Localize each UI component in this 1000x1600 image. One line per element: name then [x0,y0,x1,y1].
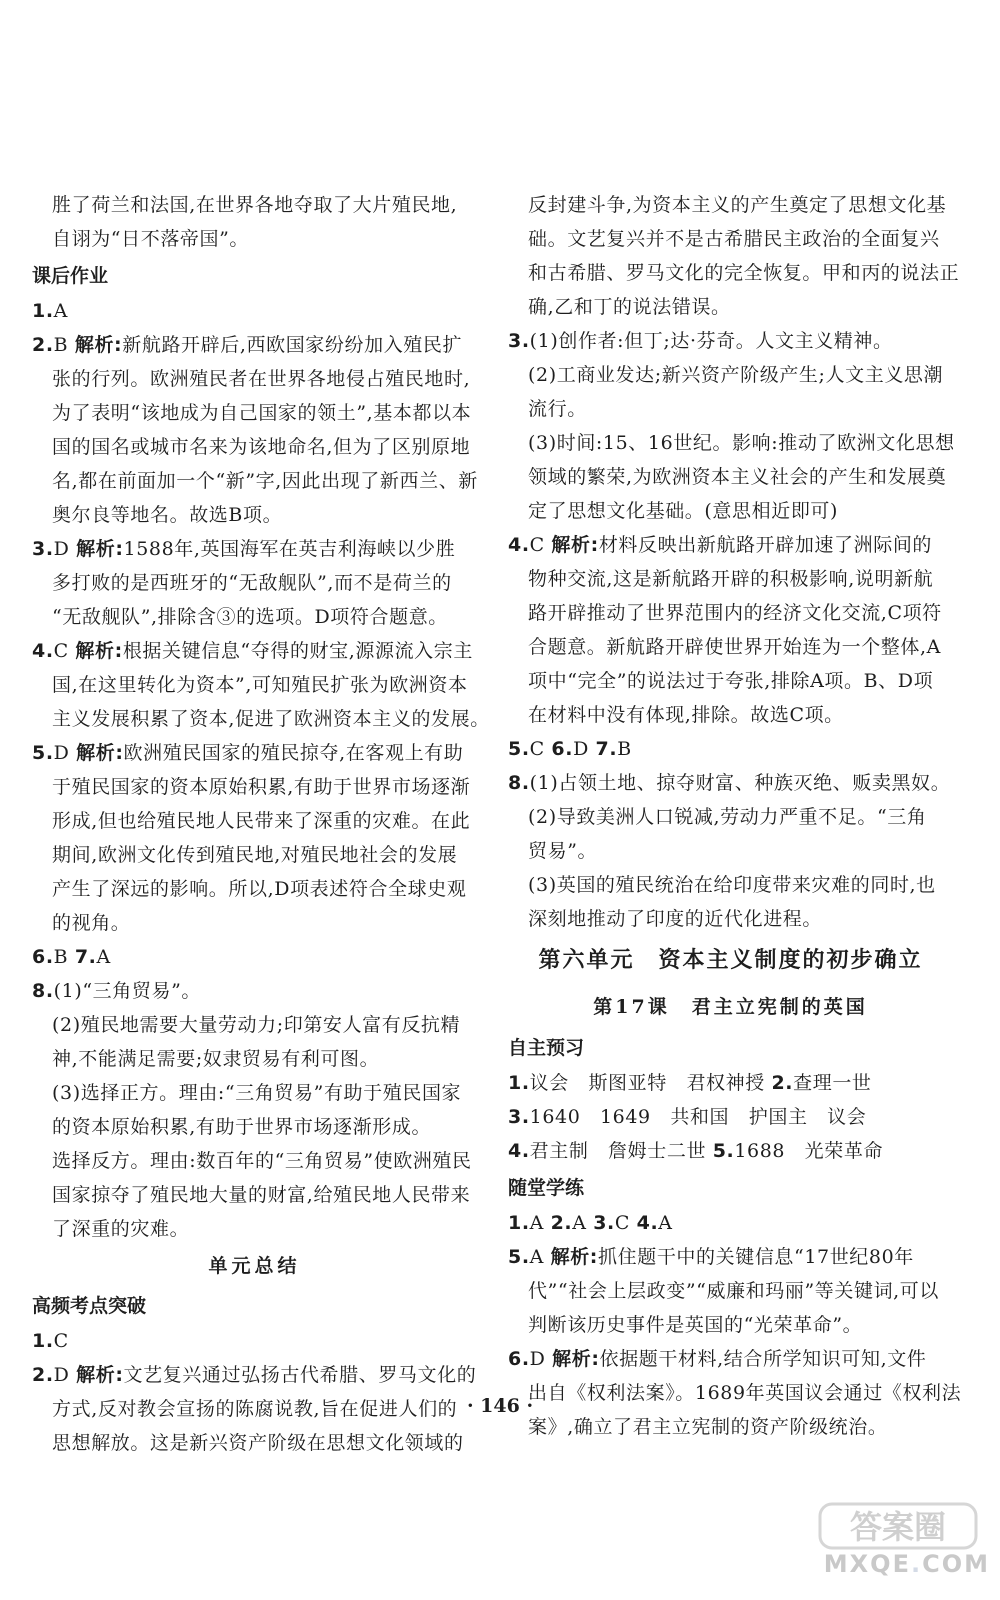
answer-text: (1)“三角贸易”。 [53,980,201,1002]
line-text: 在材料中没有体现,排除。故选C项。 [528,704,844,726]
explanation-label: 解析: [75,640,123,662]
text-line [32,600,477,634]
line-text: 产生了深远的影响。所以,D项表述符合全球史观 [52,878,467,900]
unit-title: 第六单元 资本主义制度的初步确立 [538,948,923,973]
watermark-logo-text: 答案圈 [849,1508,947,1546]
line-text: 流行。 [528,398,587,420]
answer-text: 1640 1649 共和国 护国主 议会 [529,1106,867,1128]
line-text: “无敌舰队”,排除含③的选项。D项符合题意。 [52,606,448,628]
text-line [508,358,953,392]
answer-text: B [53,334,69,356]
text-line [508,1274,953,1308]
question-number: 1. [32,300,54,322]
question-number: 6. [551,738,574,760]
answer-text: B [53,946,69,968]
explanation-label: 解析: [74,334,123,356]
explanation-label: 解析: [550,1246,599,1268]
explanation-text: 抓住题干中的关键信息“17世纪80年 [598,1246,914,1268]
text-line [508,1308,953,1342]
answer-text: A [658,1212,673,1234]
question-number: 6. [508,1348,530,1370]
text-line [32,770,477,804]
explanation-text: 根据关键信息“夺得的财宝,源源流入宗主 [122,640,473,662]
section-heading: 自主预习 [508,1037,585,1059]
question-number: 8. [508,772,530,794]
line-text: 定了思想文化基础。(意思相近即可) [528,500,839,522]
explanation-label: 解析: [76,1364,124,1386]
line-text: 合题意。新航路开辟使世界开始连为一个整体,A [528,636,941,658]
lesson-title: 第17课 君主立宪制的英国 [593,996,868,1018]
question-number: 5. [712,1140,735,1162]
answer-text: D [53,538,70,560]
line-text: 选择反方。理由:数百年的“三角贸易”使欧洲殖民 [52,1150,472,1172]
question-number: 4. [508,1140,530,1162]
explanation-text: 1588年,英国海军在英吉利海峡以少胜 [123,538,456,560]
unit-summary-title: 单元总结 [208,1255,301,1277]
line-text: 路开辟推动了世界范围内的经济文化交流,C项符 [528,602,942,624]
text-line [32,1110,477,1144]
answer-line [32,736,477,770]
text-line [508,868,953,902]
watermark-site-name: MXQE [823,1550,911,1578]
explanation-text: 依据题干材料,结合所学知识可知,文件 [599,1348,927,1370]
text-line [508,664,953,698]
line-text: 出自《权利法案》。1689年英国议会通过《权利法 [528,1382,962,1404]
answer-line [508,1066,953,1100]
watermark-site-dot: . [910,1550,923,1578]
text-line [508,188,953,222]
text-line [508,630,953,664]
left-column [32,188,490,1460]
section-heading: 高频考点突破 [32,1295,147,1317]
answer-text: A [572,1212,587,1234]
text-line [508,426,953,460]
question-number: 5. [508,1246,530,1268]
line-text: 为了表明“该地成为自己国家的领土”,基本都以本 [52,402,472,424]
question-number: 3. [508,330,530,352]
line-text: (2)导致美洲人口锐减,劳动力严重不足。“三角 [528,806,927,828]
answer-line [508,732,953,766]
answer-text: B [617,738,632,760]
answer-line [508,1100,953,1134]
line-text: 奥尔良等地名。故选B项。 [52,504,283,526]
question-number: 6. [32,946,54,968]
page-number: · 146 · [466,1395,534,1417]
question-number: 2. [550,1212,573,1234]
answer-text: D [53,1364,70,1386]
text-line [32,702,490,736]
line-text: 方式,反对教会宣扬的陈腐说教,旨在促进人们的 [52,1398,458,1420]
answer-line [32,328,477,362]
text-line [32,498,477,532]
line-text: 贸易”。 [528,840,598,862]
explanation-label: 解析: [551,534,599,556]
line-text: (3)选择正方。理由:“三角贸易”有助于殖民国家 [52,1082,462,1104]
answer-line [32,974,477,1008]
line-text: 的视角。 [52,912,131,934]
text-line [508,256,960,290]
text-line [32,804,477,838]
text-line [508,392,953,426]
answer-line [508,528,953,562]
text-line [508,290,953,324]
line-text: 确,乙和丁的说法错误。 [528,296,731,318]
line-text: 代”“社会上层政变”“威廉和玛丽”等关键词,可以 [528,1280,940,1302]
text-line [32,1144,477,1178]
section-heading: 随堂学练 [508,1177,585,1199]
text-line [508,902,953,936]
answer-line [508,324,953,358]
line-text: 础。文艺复兴并不是古希腊民主政治的全面复兴 [528,228,940,250]
text-line [32,430,477,464]
line-text: 案》,确立了君主立宪制的资产阶级统治。 [528,1416,888,1438]
question-number: 7. [595,738,618,760]
line-text: 深刻地推动了印度的近代化进程。 [528,908,823,930]
line-text: 国,在这里转化为资本”,可知殖民扩张为欧洲资本 [52,674,468,696]
line-text: 期间,欧洲文化传到殖民地,对殖民地社会的发展 [52,844,458,866]
line-text: 名,都在前面加一个“新”字,因此出现了新西兰、新 [52,470,478,492]
line-text: (2)殖民地需要大量劳动力;印第安人富有反抗精 [52,1014,461,1036]
explanation-label: 解析: [76,742,124,764]
answer-text: D [53,742,70,764]
text-line [32,566,477,600]
text-line [32,906,477,940]
answer-line [508,766,953,800]
answer-text: A [96,946,111,968]
answer-text: D [529,1348,546,1370]
question-number: 4. [636,1212,659,1234]
text-line [508,596,953,630]
text-line [32,1178,477,1212]
question-number: 1. [508,1212,530,1234]
watermark-logo [818,1500,978,1552]
line-text: (3)时间:15、16世纪。影响:推动了欧洲文化思想 [528,432,955,454]
text-line [508,562,953,596]
answer-line [32,634,477,668]
question-number: 1. [32,1330,54,1352]
line-text: 和古希腊、罗马文化的完全恢复。甲和丙的说法正 [528,262,960,284]
answer-text: A [529,1212,544,1234]
line-text: 国的国名或城市名来为该地命名,但为了区别原地 [52,436,471,458]
line-text: 多打败的是西班牙的“无敌舰队”,而不是荷兰的 [52,572,452,594]
explanation-label: 解析: [552,1348,600,1370]
line-text: 主义发展积累了资本,促进了欧洲资本主义的发展。 [52,708,490,730]
explanation-text: 文艺复兴通过弘扬古代希腊、罗马文化的 [123,1364,477,1386]
text-line [508,494,953,528]
line-text: 思想解放。这是新兴资产阶级在思想文化领域的 [52,1432,464,1454]
text-line [32,838,477,872]
text-line [508,222,953,256]
answer-text: C [53,1330,69,1352]
text-line [508,698,953,732]
answer-text: (1)创作者:但丁;达·芬奇。人文主义精神。 [529,330,893,352]
watermark-site [700,1550,990,1578]
answer-text: C [529,534,545,556]
answer-text: A [53,300,68,322]
answer-line [32,1358,477,1392]
question-number: 2. [32,334,54,356]
line-text: 项中“完全”的说法过于夸张,排除A项。B、D项 [528,670,934,692]
answer-text: A [529,1246,544,1268]
line-text: 形成,但也给殖民地人民带来了深重的灾难。在此 [52,810,471,832]
explanation-text: 欧洲殖民国家的殖民掠夺,在客观上有助 [123,742,464,764]
answer-text: 君主制 詹姆士二世 [529,1140,707,1162]
text-line [508,460,953,494]
question-number: 4. [32,640,54,662]
answer-line [32,294,477,328]
explanation-text: 新航路开辟后,西欧国家纷纷加入殖民扩 [122,334,463,356]
answer-line [32,1324,477,1358]
line-text: 反封建斗争,为资本主义的产生奠定了思想文化基 [528,194,947,216]
answer-text: C [614,1212,630,1234]
text-line [32,1008,477,1042]
answer-line [32,532,477,566]
right-column [508,188,962,1444]
text-line [32,396,477,430]
answer-text: 1688 光荣革命 [734,1140,884,1162]
answer-line [508,1342,953,1376]
line-text: (2)工商业发达;新兴资产阶级产生;人文主义思潮 [528,364,944,386]
answer-line [508,1134,953,1168]
answer-text: (1)占领土地、掠夺财富、种族灭绝、贩卖黑奴。 [529,772,951,794]
line-text: 领域的繁荣,为欧洲资本主义社会的产生和发展奠 [528,466,947,488]
answer-line [508,1206,953,1240]
line-text: 物种交流,这是新航路开辟的积极影响,说明新航 [528,568,934,590]
line-text: 张的行列。欧洲殖民者在世界各地侵占殖民地时, [52,368,471,390]
question-number: 3. [32,538,54,560]
question-number: 5. [508,738,530,760]
text-line [32,1426,477,1460]
text-line [32,464,477,498]
answer-text: C [53,640,69,662]
line-text: 于殖民国家的资本原始积累,有助于世界市场逐渐 [52,776,471,798]
text-line [508,800,953,834]
answer-text: D [573,738,589,760]
explanation-label: 解析: [76,538,124,560]
line-text: 的资本原始积累,有助于世界市场逐渐形成。 [52,1116,432,1138]
question-number: 2. [771,1072,794,1094]
question-number: 5. [32,742,54,764]
question-number: 7. [74,946,97,968]
line-text: 自诩为“日不落帝国”。 [52,228,250,250]
line-text: 胜了荷兰和法国,在世界各地夺取了大片殖民地, [52,194,458,216]
watermark-site-domain: COM [922,1550,990,1578]
text-line [32,362,477,396]
line-text: 判断该历史事件是英国的“光荣革命”。 [528,1314,863,1336]
question-number: 1. [508,1072,530,1094]
answer-line [32,940,477,974]
text-line [32,1042,477,1076]
question-number: 3. [593,1212,615,1234]
line-text: 国家掠夺了殖民地大量的财富,给殖民地人民带来 [52,1184,471,1206]
line-text: 神,不能满足需要;奴隶贸易有利可图。 [52,1048,380,1070]
answer-text: 查理一世 [793,1072,872,1094]
answer-text: 议会 斯图亚特 君权神授 [529,1072,765,1094]
section-heading: 课后作业 [32,265,109,287]
line-text: (3)英国的殖民统治在给印度带来灾难的同时,也 [528,874,936,896]
text-line [32,1212,477,1246]
text-line [508,834,953,868]
explanation-text: 材料反映出新航路开辟加速了洲际间的 [598,534,933,556]
answer-text: C [529,738,545,760]
text-line [32,222,477,256]
question-number: 3. [508,1106,530,1128]
text-line [32,668,477,702]
text-line [32,872,477,906]
text-line [32,188,477,222]
question-number: 8. [32,980,54,1002]
answer-line [508,1240,953,1274]
question-number: 4. [508,534,530,556]
line-text: 了深重的灾难。 [52,1218,190,1240]
question-number: 2. [32,1364,54,1386]
text-line [32,1076,477,1110]
